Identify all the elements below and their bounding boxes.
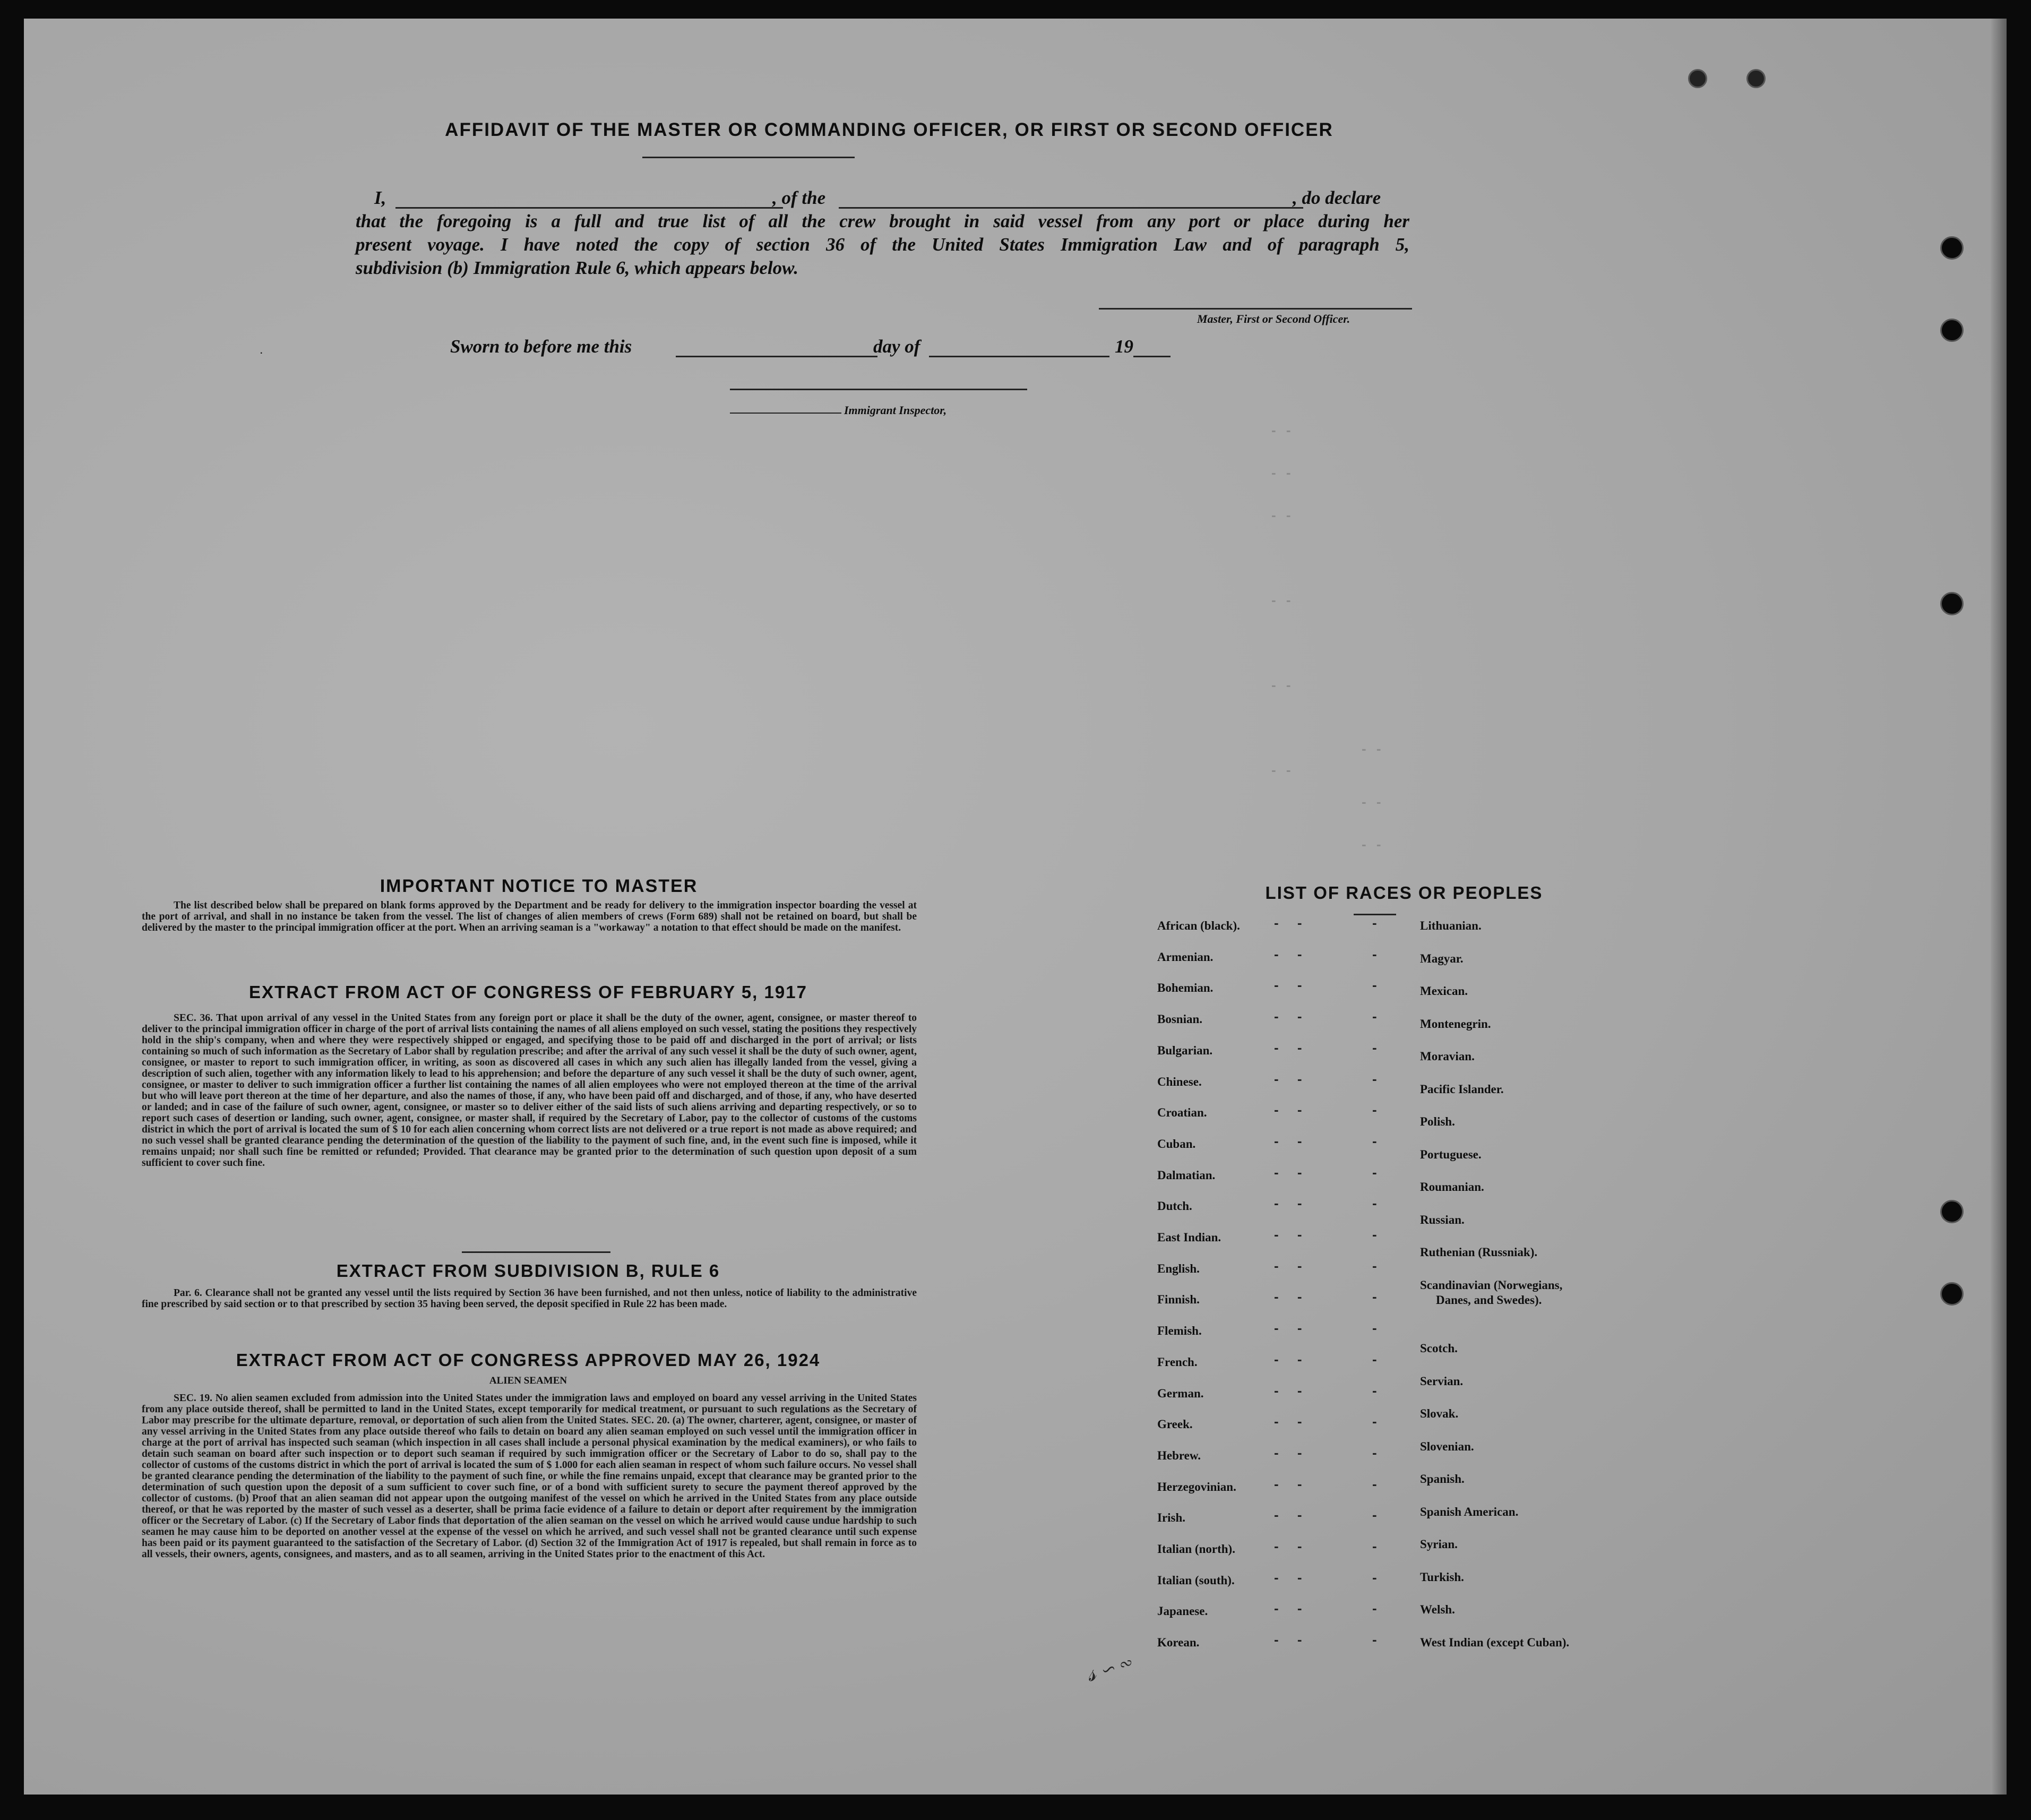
dash-leader: - - bbox=[1274, 1070, 1310, 1087]
master-caption: Master, First or Second Officer. bbox=[1197, 312, 1350, 325]
punch-hole bbox=[1688, 69, 1707, 88]
bleed-through-marks: - - bbox=[1362, 794, 1384, 810]
race-item: African (black). bbox=[1157, 919, 1240, 932]
dash-leader: - bbox=[1372, 977, 1384, 993]
extract-1924-subtitle: ALIEN SEAMEN bbox=[489, 1375, 567, 1386]
vessel-blank bbox=[839, 207, 1303, 209]
dash-leader: - bbox=[1372, 1632, 1384, 1648]
paper-edge bbox=[1991, 19, 2007, 1795]
dash-leader: - bbox=[1372, 1382, 1384, 1398]
dash-leader: - - bbox=[1274, 1507, 1310, 1523]
master-signature-line bbox=[1099, 308, 1412, 310]
dash-leader: - bbox=[1372, 915, 1384, 931]
dash-leader: - bbox=[1372, 1164, 1384, 1180]
dash-leader: - bbox=[1372, 1600, 1384, 1617]
dash-leader: - - bbox=[1274, 1226, 1310, 1242]
race-item: French. bbox=[1157, 1355, 1198, 1369]
race-item: Spanish. bbox=[1420, 1472, 1465, 1486]
ink-dot: · bbox=[260, 349, 263, 358]
dash-leader: - bbox=[1372, 1289, 1384, 1305]
dash-leader: - - bbox=[1274, 1320, 1310, 1336]
manifest-page bbox=[24, 19, 2007, 1795]
race-item: Polish. bbox=[1420, 1115, 1455, 1128]
extract-1917-title: EXTRACT FROM ACT OF CONGRESS OF FEBRUARY 5, 1917 bbox=[249, 982, 807, 1002]
race-item: Bulgarian. bbox=[1157, 1043, 1213, 1057]
dash-leader: - - bbox=[1274, 915, 1310, 931]
extract-1924-text: SEC. 19. No alien seamen excluded from admission into the United States under the immigration laws and employed on board any vessel arriving in the United States from any place outside thereof, shall be permitted to land in the United States, except temporarily for medical treatment, or pursuant to such regulations as the Secretary of Labor may prescribe for the ultimate departure, removal, or deportation of such alien from the United States. SEC. 20. (a) The owner, charterer, agent, consignee, or master of any vessel arriving in the United States from any place outside thereof who fails to detain on board any alien seaman employed on such vessel until the immigration officer in charge at the port of arrival has inspected such seaman (which inspection in all cases shall include a personal physical examination by the medical examiners), or who fails to detain such seaman on board after such inspection or to deport such seaman if required by such immigration officer or the Secretary of Labor to do so, shall pay to the collector of customs of the customs district in which the port of arrival is located the sum of $ 1.000 for each alien seaman in respect of whom such failure occurs. No vessel shall be granted clearance pending the determination of the liability to the payment of such fine, or while the fine remains unpaid, except that clearance may be granted prior to the determination of such question upon the deposit of a sum sufficient to cover such fine, or of a bond with sufficient surety to secure the payment thereof approved by the collector of customs. (b) Proof that an alien seaman did not appear upon the outgoing manifest of the vessel on which he arrived in the United States from any place outside thereof, or that he was reported by the master of such vessel as a deserter, shall be prima facie evidence of a failure to detain or deport after requirement by the immigration officer or the Secretary of Labor. (c) If the Secretary of Labor finds that deportation of the alien seaman on the vessel on which he arrived would cause undue hardship to such seamen he may cause him to be deported on another vessel at the expense of the vessel on which he arrived, and such vessel shall not be granted clearance until such expense has been paid or its payment guaranteed to the satisfaction of the Secretary of Labor. (d) Section 32 of the Immigration Act of 1917 is repealed, but shall remain in force as to all vessels, their owners, agents, consignees, and masters, and as to all seamen, arriving in the United States prior to the enactment of this Act. bbox=[142, 1393, 917, 1560]
race-item: Scandinavian (Norwegians, bbox=[1420, 1278, 1563, 1292]
dash-leader: - bbox=[1372, 1351, 1384, 1367]
dash-leader: - - bbox=[1274, 1195, 1310, 1212]
notice-text: The list described below shall be prepared on blank forms approved by the Department and be ready for delivery to the immigration inspector boarding the vessel at the port of arrival, and shall in no instance be taken from the vessel. The list of changes of alien members of crews (Form 689) shall not be retained on board, but shall be delivered by the master to the principal immigration officer at the port. When an arriving seaman is a "workaway" a notation to that effect should be made on the manifest. bbox=[142, 900, 917, 933]
race-item: Chinese. bbox=[1157, 1075, 1202, 1088]
race-item: Lithuanian. bbox=[1420, 919, 1482, 932]
dash-leader: - bbox=[1372, 1413, 1384, 1430]
race-item: Hebrew. bbox=[1157, 1448, 1201, 1462]
race-item: Bosnian. bbox=[1157, 1012, 1203, 1026]
dash-leader: - bbox=[1372, 1195, 1384, 1212]
race-item: Roumanian. bbox=[1420, 1180, 1484, 1194]
affidavit-line-3: present voyage. I have noted the copy of section 36 of the United States Immigration Law and of paragraph 5, bbox=[356, 234, 1409, 255]
bleed-through-marks: - - bbox=[1362, 836, 1384, 852]
race-item: Bohemian. bbox=[1157, 981, 1214, 995]
dash-leader: - - bbox=[1274, 1351, 1310, 1367]
section-divider bbox=[462, 1251, 610, 1253]
race-item: Slovak. bbox=[1420, 1407, 1459, 1420]
race-item: East Indian. bbox=[1157, 1231, 1221, 1244]
race-item: Irish. bbox=[1157, 1511, 1186, 1525]
race-item: Italian (south). bbox=[1157, 1573, 1235, 1587]
affidavit-declare: , do declare bbox=[1293, 187, 1381, 208]
race-item: Croatian. bbox=[1157, 1106, 1207, 1120]
dash-leader: - bbox=[1372, 1569, 1384, 1585]
title-underline bbox=[642, 157, 855, 158]
dash-leader: - bbox=[1372, 1444, 1384, 1461]
race-item: Greek. bbox=[1157, 1418, 1193, 1431]
race-item: Montenegrin. bbox=[1420, 1017, 1491, 1031]
dash-leader: - - bbox=[1274, 1102, 1310, 1118]
affidavit-line-2: that the foregoing is a full and true list of all the crew brought in said vessel from any port or place during her bbox=[356, 211, 1409, 231]
race-item: Syrian. bbox=[1420, 1538, 1458, 1551]
race-item: Armenian. bbox=[1157, 950, 1214, 964]
race-item: Slovenian. bbox=[1420, 1439, 1474, 1453]
dash-leader: - - bbox=[1274, 1475, 1310, 1492]
dash-leader: - bbox=[1372, 1008, 1384, 1025]
bleed-through-marks: - - bbox=[1271, 592, 1294, 608]
year-prefix: 19 bbox=[1115, 336, 1133, 357]
dash-leader: - - bbox=[1274, 977, 1310, 993]
punch-hole bbox=[1940, 236, 1964, 260]
dash-leader: - - bbox=[1274, 1039, 1310, 1055]
dash-leader: - - bbox=[1274, 1444, 1310, 1461]
inspector-prefix-line bbox=[730, 413, 841, 414]
races-title: LIST OF RACES OR PEOPLES bbox=[1265, 883, 1543, 903]
race-item: Cuban. bbox=[1157, 1137, 1196, 1151]
race-item: West Indian (except Cuban). bbox=[1420, 1635, 1570, 1649]
punch-hole bbox=[1940, 319, 1964, 342]
day-of-text: day of bbox=[873, 336, 920, 357]
bleed-through-marks: - - bbox=[1362, 741, 1384, 757]
bleed-through-marks: - - bbox=[1271, 677, 1294, 693]
inspector-caption: Immigrant Inspector, bbox=[844, 404, 947, 417]
sworn-month-blank bbox=[929, 356, 1109, 357]
race-item: Portuguese. bbox=[1420, 1147, 1482, 1161]
race-item: Turkish. bbox=[1420, 1570, 1464, 1584]
race-item: Mexican. bbox=[1420, 984, 1468, 998]
punch-hole bbox=[1940, 1282, 1964, 1306]
dash-leader: - - bbox=[1274, 1538, 1310, 1554]
race-item: Magyar. bbox=[1420, 951, 1464, 965]
race-item: Dalmatian. bbox=[1157, 1168, 1216, 1182]
dash-leader: - - bbox=[1274, 1164, 1310, 1180]
dash-leader: - - bbox=[1274, 1289, 1310, 1305]
dash-leader: - bbox=[1372, 1039, 1384, 1055]
race-item: German. bbox=[1157, 1386, 1204, 1400]
extract-1924-title: EXTRACT FROM ACT OF CONGRESS APPROVED MAY 26, 1924 bbox=[236, 1350, 821, 1370]
race-item: Spanish American. bbox=[1420, 1505, 1519, 1518]
dash-leader: - - bbox=[1274, 1569, 1310, 1585]
race-item: Dutch. bbox=[1157, 1199, 1192, 1213]
extract-1917-text: SEC. 36. That upon arrival of any vessel in the United States from any foreign port or place it shall be the duty of the owner, agent, consignee, or master thereof to deliver to the principal immigration officer in charge of the port of arrival lists containing the names of all aliens employed on such vessel, stating the positions they respectively hold in the ship's company, when and where they were respectively shipped or engaged, and specifying those to be paid off and discharged in the port of arrival; or lists containing so much of such information as the Secretary of Labor shall by regulation prescribe; and after the arrival of any such vessel it shall be the duty of such owner, agent, consignee, or master to report to such immigration officer, in writing, as soon as discovered all cases in which any such alien has illegally landed from the vessel, giving a description of such alien, together with any information likely to lead to his apprehension; and before the departure of any such vessel it shall be the duty of such owner, agent, consignee, or master to deliver to such immigration officer a further list containing the names of all alien employees who were not employed thereon at the time of the arrival but who will leave port thereon at the time of her departure, and also the names of those, if any, who have been paid off and discharged, and of those, if any, who have deserted or landed; and in case of the failure of such owner, agent, consignee, or master so to deliver either of the said lists of such aliens arriving and departing respectively, or so to report such cases of desertion or landing, such owner, agent, consignee, or master shall, if required by the Secretary of Labor, pay to the collector of customs of the customs district in which the port of arrival is located the sum of $ 10 for each alien concerning whom correct lists are not delivered or a true report is not made as above required; and no such vessel shall be granted clearance pending the determination of the question of the liability to the payment of such fine, and, in the event such fine is imposed, while it remains unpaid; nor shall such fine be remitted or refunded; Provided. That clearance may be granted prior to the determination of such question upon deposit of a sum sufficient to cover such fine. bbox=[142, 1012, 917, 1169]
dash-leader: - bbox=[1372, 1507, 1384, 1523]
race-item: Danes, and Swedes). bbox=[1436, 1293, 1542, 1307]
dash-leader: - bbox=[1372, 1257, 1384, 1274]
extract-rule6-title: EXTRACT FROM SUBDIVISION B, RULE 6 bbox=[336, 1261, 720, 1281]
dash-leader: - - bbox=[1274, 1382, 1310, 1398]
race-item: Flemish. bbox=[1157, 1324, 1202, 1338]
name-blank bbox=[395, 207, 783, 209]
bleed-through-marks: - - bbox=[1271, 507, 1294, 523]
race-item: Ruthenian (Russniak). bbox=[1420, 1246, 1538, 1259]
sworn-text: Sworn to before me this bbox=[450, 336, 632, 357]
affidavit-title: AFFIDAVIT OF THE MASTER OR COMMANDING OFFICER, OR FIRST OR SECOND OFFICER bbox=[445, 119, 1333, 140]
punch-hole bbox=[1746, 69, 1766, 88]
dash-leader: - - bbox=[1274, 1413, 1310, 1430]
affidavit-of-the: , of the bbox=[772, 187, 826, 208]
extract-rule6-text: Par. 6. Clearance shall not be granted any vessel until the lists required by Section 36 have been furnished, and not then unless, notice of liability to the administrative fine prescribed by said section or to that prescribed by section 35 having been served, the deposit specified in Rule 22 has been made. bbox=[142, 1287, 917, 1310]
affidavit-line-4: subdivision (b) Immigration Rule 6, which appears below. bbox=[356, 257, 798, 278]
race-item: Italian (north). bbox=[1157, 1542, 1235, 1556]
year-blank bbox=[1133, 356, 1171, 357]
dash-leader: - - bbox=[1274, 946, 1310, 962]
race-item: English. bbox=[1157, 1261, 1200, 1275]
dash-leader: - bbox=[1372, 1538, 1384, 1554]
bleed-through-marks: - - bbox=[1271, 465, 1294, 480]
race-item: Pacific Islander. bbox=[1420, 1082, 1504, 1096]
dash-leader: - - bbox=[1274, 1132, 1310, 1149]
race-item: Scotch. bbox=[1420, 1342, 1458, 1355]
race-item: Moravian. bbox=[1420, 1050, 1475, 1063]
dash-leader: - bbox=[1372, 946, 1384, 962]
inspector-signature-line bbox=[730, 389, 1027, 390]
race-item: Korean. bbox=[1157, 1636, 1200, 1650]
dash-leader: - bbox=[1372, 1132, 1384, 1149]
dash-leader: - - bbox=[1274, 1600, 1310, 1617]
punch-hole bbox=[1940, 1200, 1964, 1223]
dash-leader: - - bbox=[1274, 1008, 1310, 1025]
race-item: Welsh. bbox=[1420, 1603, 1455, 1616]
dash-leader: - bbox=[1372, 1070, 1384, 1087]
dash-leader: - bbox=[1372, 1226, 1384, 1242]
race-item: Russian. bbox=[1420, 1213, 1465, 1226]
race-item: Japanese. bbox=[1157, 1604, 1208, 1618]
dash-leader: - bbox=[1372, 1475, 1384, 1492]
dash-leader: - bbox=[1372, 1320, 1384, 1336]
race-item: Herzegovinian. bbox=[1157, 1480, 1236, 1493]
bleed-through-marks: - - bbox=[1271, 422, 1294, 438]
race-item: Finnish. bbox=[1157, 1293, 1200, 1307]
dash-leader: - bbox=[1372, 1102, 1384, 1118]
notice-title: IMPORTANT NOTICE TO MASTER bbox=[380, 876, 698, 896]
handwritten-scribble: 𝓈 ∽ ∾ bbox=[1082, 1648, 1134, 1687]
affidavit-declarant-prefix: I, bbox=[374, 187, 386, 208]
dash-leader: - - bbox=[1274, 1257, 1310, 1274]
bleed-through-marks: - - bbox=[1271, 762, 1294, 778]
punch-hole bbox=[1940, 592, 1964, 615]
race-item: Servian. bbox=[1420, 1374, 1464, 1388]
dash-leader: - - bbox=[1274, 1632, 1310, 1648]
sworn-day-blank bbox=[676, 356, 877, 357]
